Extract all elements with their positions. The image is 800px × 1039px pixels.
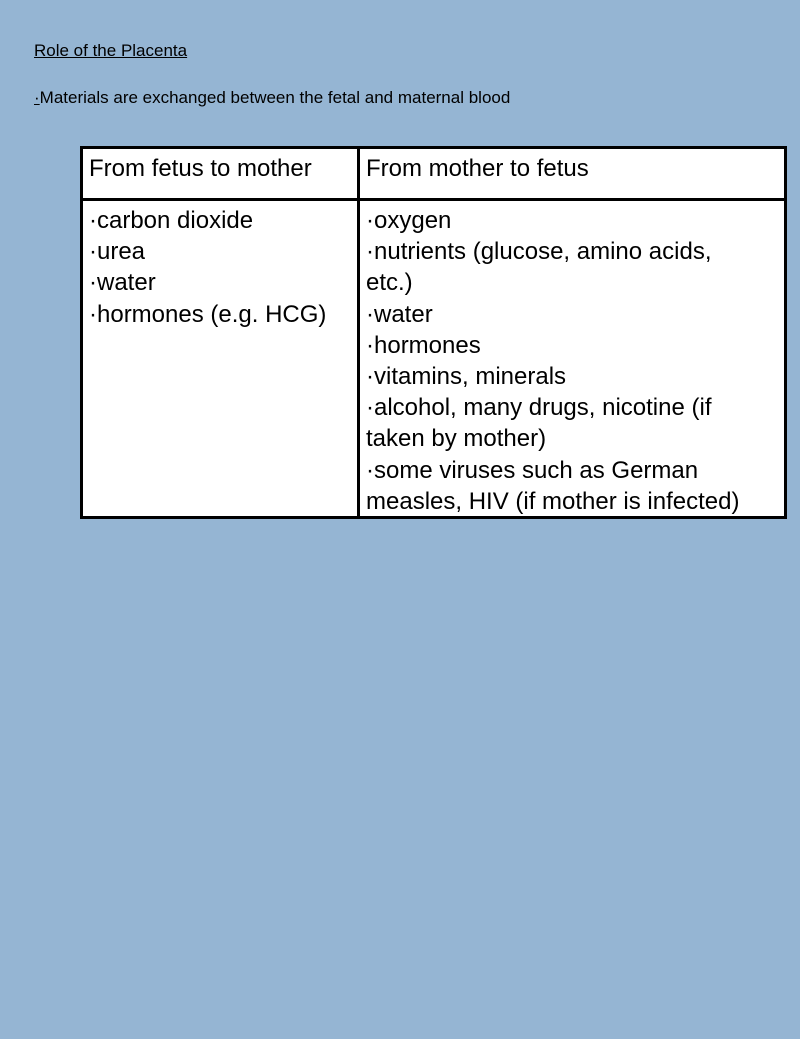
fetus-to-mother-list <box>89 205 326 330</box>
header-divider <box>83 198 784 201</box>
list-item: ·vitamins, minerals <box>366 363 567 391</box>
column-divider <box>357 149 360 516</box>
subtitle <box>34 88 510 108</box>
list-item: taken by mother) <box>366 425 547 453</box>
list-item: etc.) <box>366 269 413 297</box>
list-item: ·water <box>366 300 433 328</box>
header-mother-to-fetus: From mother to fetus <box>366 155 589 182</box>
list-item: ·urea <box>89 238 146 266</box>
subtitle-text: Materials are exchanged between the fetal and maternal blood <box>39 88 511 107</box>
header-fetus-to-mother: From fetus to mother <box>89 155 312 182</box>
list-item: ·oxygen <box>366 207 452 234</box>
list-item: ·nutrients (glucose, amino acids, <box>366 238 712 266</box>
exchange-table <box>80 146 787 519</box>
subtitle-bullet: · <box>34 88 40 107</box>
mother-to-fetus-list <box>366 205 739 517</box>
list-item: ·some viruses such as German <box>366 456 699 484</box>
list-item: ·water <box>89 269 156 297</box>
page-title: Role of the Placenta <box>34 41 188 60</box>
list-item: measles, HIV (if mother is infected) <box>366 487 740 515</box>
list-item: ·carbon dioxide <box>89 207 254 234</box>
list-item: ·hormones <box>366 331 481 359</box>
list-item: ·hormones (e.g. HCG) <box>89 300 327 328</box>
list-item: ·alcohol, many drugs, nicotine (if <box>366 394 712 422</box>
